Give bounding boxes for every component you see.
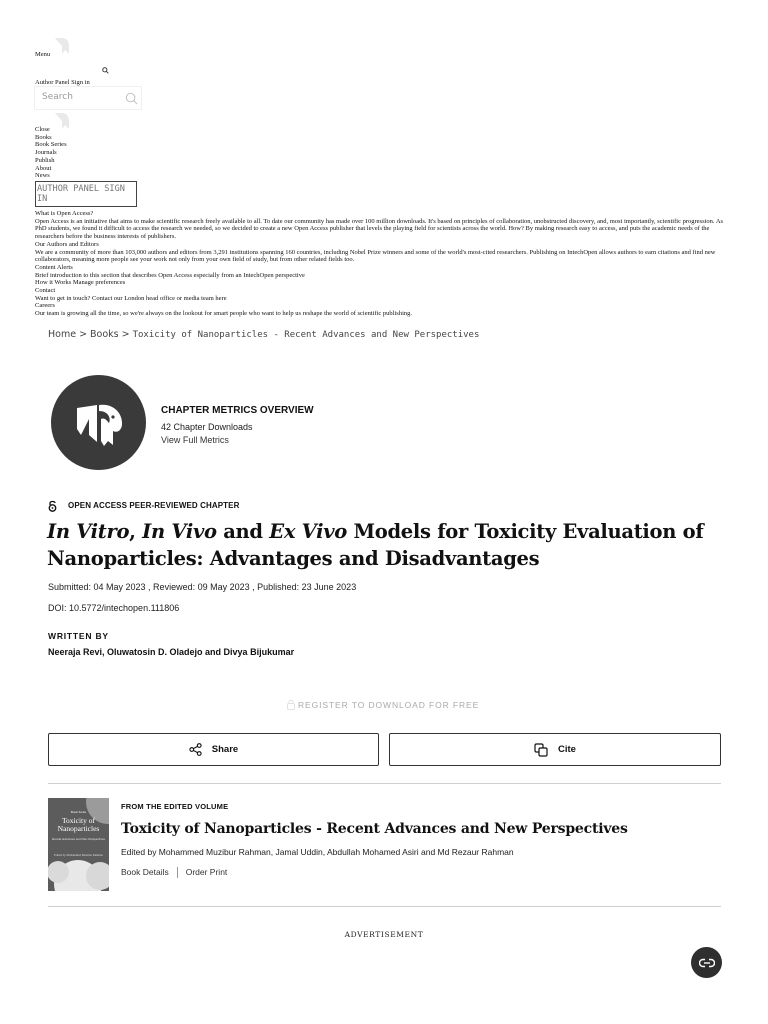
chapter-title [47, 518, 727, 572]
search-box [34, 86, 142, 110]
book-cover[interactable] [48, 798, 109, 891]
nav-item-news[interactable]: News [35, 172, 50, 180]
title-comma: , [129, 520, 136, 543]
view-full-metrics-link[interactable]: View Full Metrics [161, 435, 229, 445]
cite-button[interactable] [389, 733, 721, 766]
cover-title: Toxicity of Nanoparticles [57, 816, 100, 833]
logo-ghost-icon [53, 111, 71, 131]
download-lock-icon [286, 699, 296, 710]
cover-subtitle: Recent Advances and New Perspectives [52, 837, 105, 841]
chapter-authors[interactable]: Neeraja Revi, Oluwatosin D. Oladejo and Divya Bijukumar [48, 647, 295, 657]
info-heading-authors[interactable]: Our Authors and Editors [35, 240, 99, 248]
metrics-logo [51, 375, 146, 470]
info-text-open-access: Open Access is an initiative that aims to make scientific research freely available to all. To date our community has made over 100 million downloads. It's based on principles of collaboration, unobstructed discovery, and, most importantly, scientific progression. As PhD students, we found it difficult to access the research we needed, so we decided to create a new Open Access publisher that levels the playing field for scientists across the world. How? By making research easy to access, and puts the academic needs of the researchers before the business interests of publishers. [35, 217, 724, 241]
title-ex-vivo: Ex Vivo [269, 520, 347, 543]
share-icon [189, 743, 202, 756]
order-print-link[interactable]: Order Print [185, 867, 228, 877]
search-submit-icon[interactable] [125, 92, 138, 105]
nav-item-publish[interactable]: Publish [35, 156, 55, 164]
nav-item-books[interactable]: Books [35, 133, 52, 141]
chat-fab-button[interactable] [691, 947, 722, 978]
info-heading-open-access[interactable]: What is Open Access? [35, 210, 94, 217]
advertisement-label: ADVERTISEMENT [344, 930, 424, 939]
share-label: Share [211, 744, 239, 755]
cover-series: Book Series [70, 810, 87, 814]
breadcrumb-separator: > [79, 329, 88, 340]
book-links [121, 867, 227, 878]
intechopen-logo-icon [51, 375, 146, 470]
book-details-link[interactable]: Book Details [121, 867, 169, 877]
book-editors: Edited by Mohammed Muzibur Rahman, Jamal Uddin, Abdullah Mohamed Asiri and Md Rezaur Rahman [121, 847, 514, 857]
search-input[interactable] [42, 92, 120, 102]
breadcrumb-separator: > [121, 329, 130, 340]
info-heading-careers[interactable]: Careers [35, 302, 55, 310]
link-icon [699, 958, 715, 968]
title-rest: Models for Toxicity Evaluation of Nanoparticles: Advantages and Disadvantages [47, 520, 704, 570]
cover-editors: Edited by Mohammed Muzibur Rahman [54, 853, 103, 857]
info-text-contact: Want to get in touch? Contact our London head office or media team here [35, 294, 227, 302]
author-panel-sign-in-button[interactable]: AUTHOR PANEL SIGN IN [35, 181, 137, 207]
divider [48, 906, 721, 907]
breadcrumb-home[interactable]: Home [48, 329, 77, 340]
nav-item-book-series[interactable]: Book Series [35, 141, 67, 149]
nav-item-about[interactable]: About [35, 164, 52, 172]
link-separator [177, 867, 178, 878]
title-in-vivo: In Vivo [142, 520, 217, 543]
metrics-title: CHAPTER METRICS OVERVIEW [161, 405, 314, 416]
divider [48, 783, 721, 784]
breadcrumb-current[interactable]: Toxicity of Nanoparticles - Recent Advances and New Perspectives [132, 330, 480, 340]
logo-ghost-icon [53, 36, 71, 56]
info-text-authors: We are a community of more than 103,000 authors and editors from 3,291 institutions spanning 160 countries, including Nobel Prize winners and some of the world's most-cited researchers. Publishing on IntechOpen allows authors to earn citations and find new collaborators, meaning more people see your work not only from your own field of study, but from other related fields too. [35, 248, 716, 264]
register-to-download-link[interactable]: REGISTER TO DOWNLOAD FOR FREE [298, 700, 480, 710]
open-access-label: OPEN ACCESS PEER-REVIEWED CHAPTER [68, 501, 240, 510]
chapter-downloads: 42 Chapter Downloads [161, 422, 253, 432]
info-how-it-works[interactable]: How it Works Manage preferences [35, 279, 126, 287]
chapter-doi[interactable]: DOI: 10.5772/intechopen.111806 [48, 603, 180, 613]
breadcrumb-books[interactable]: Books [90, 329, 119, 340]
open-access-badge [48, 500, 240, 514]
menu-button[interactable]: Menu [35, 51, 51, 58]
info-heading-alerts[interactable]: Content Alerts [35, 263, 73, 271]
info-text-alerts: Brief introduction to this section that describes Open Access especially from an IntechOpen perspective [35, 271, 305, 279]
cite-label: Cite [558, 744, 576, 755]
book-title-link[interactable]: Toxicity of Nanoparticles - Recent Advances and New Perspectives [121, 821, 628, 837]
chapter-dates: Submitted: 04 May 2023 , Reviewed: 09 May 2023 , Published: 23 June 2023 [48, 582, 357, 592]
from-edited-volume-label: FROM THE EDITED VOLUME [121, 802, 229, 811]
author-panel-link[interactable]: Author Panel Sign in [35, 79, 90, 86]
title-and: and [223, 520, 263, 543]
cite-copy-icon [534, 743, 548, 757]
share-button[interactable] [48, 733, 379, 766]
info-panel [35, 210, 735, 318]
breadcrumb [48, 329, 479, 340]
written-by-label: WRITTEN BY [48, 631, 109, 641]
search-icon[interactable] [102, 67, 109, 74]
close-button[interactable]: Close [35, 126, 50, 133]
title-in-vitro: In Vitro [47, 520, 130, 543]
info-heading-contact[interactable]: Contact [35, 287, 56, 295]
info-text-careers: Our team is growing all the time, so we're always on the lookout for smart people who want to help us reshape the world of scientific publishing. [35, 310, 413, 318]
nav-item-journals[interactable]: Journals [35, 149, 57, 157]
open-access-lock-icon [48, 500, 57, 512]
